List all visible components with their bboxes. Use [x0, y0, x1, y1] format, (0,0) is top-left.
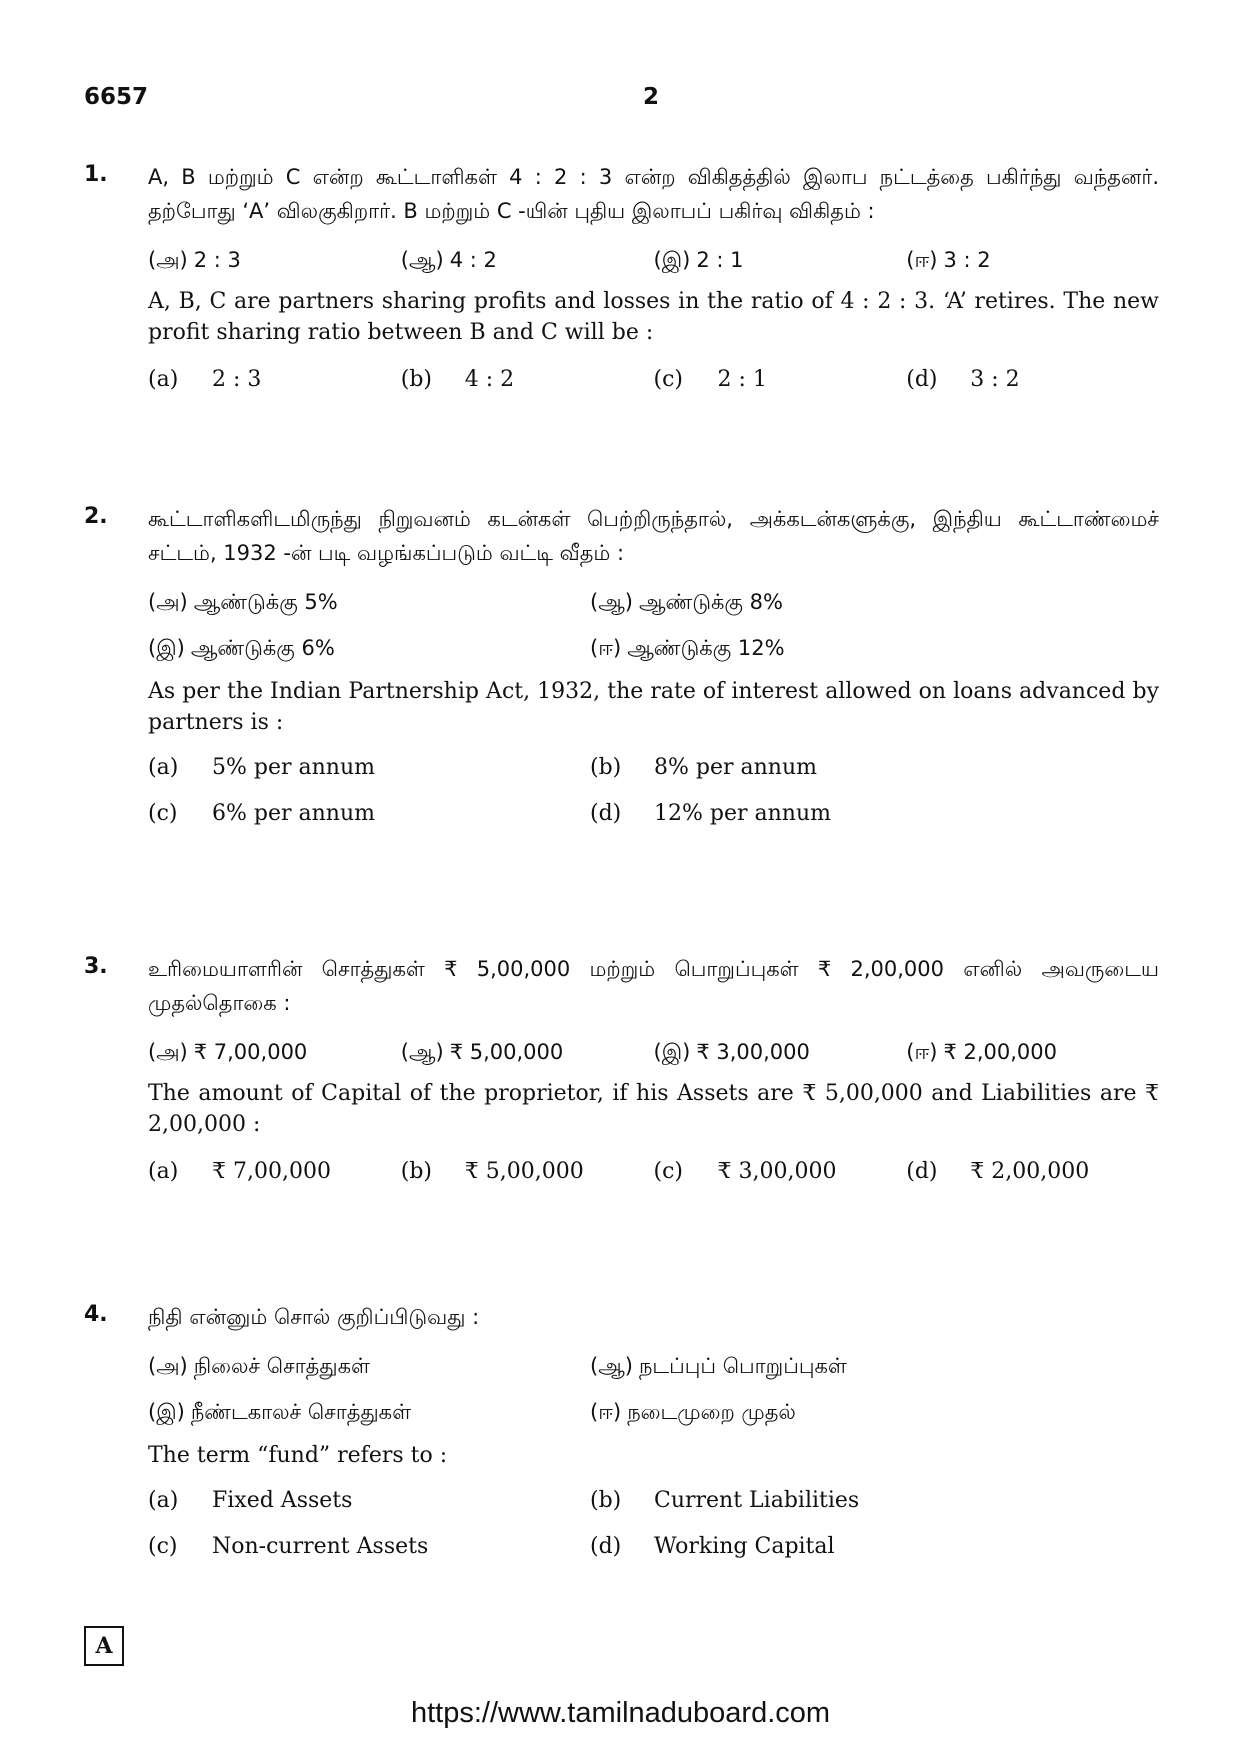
option-text: 4 : 2	[464, 367, 515, 392]
option-tamil	[590, 634, 1032, 662]
option-tamil	[401, 1038, 654, 1066]
option-text: 3 : 2	[970, 367, 1020, 392]
question-number: 3.	[84, 954, 108, 979]
option-text: நடைமுறை முதல்	[627, 1400, 796, 1424]
option-english	[654, 1158, 907, 1186]
option-text: நடப்புப் பொறுப்புகள்	[638, 1354, 847, 1378]
page-number: 2	[643, 84, 660, 110]
option-english	[654, 366, 907, 394]
option-text: 2 : 3	[193, 248, 241, 272]
option-label: (d)	[590, 1534, 622, 1559]
option-label: (b)	[400, 1159, 432, 1184]
question-text-tamil: நிதி என்னும் சொல் குறிப்பிடுவது :	[148, 1305, 480, 1329]
option-tamil	[590, 1352, 1032, 1380]
option-text: ஆண்டுக்கு 12%	[627, 636, 785, 660]
option-english	[148, 754, 590, 782]
option-label: (ஈ)	[590, 636, 622, 660]
option-tamil	[654, 1038, 907, 1066]
option-text: நிலைச் சொத்துகள்	[193, 1354, 370, 1378]
question-text-tamil: உரிமையாளரின் சொத்துகள் ₹ 5,00,000 மற்றும் பொறுப்புகள் ₹ 2,00,000 எனில் அவருடைய முதல்தொகை :	[148, 957, 1159, 1015]
options-english	[148, 366, 1159, 394]
option-label: (இ)	[653, 1040, 691, 1064]
option-label: (ஆ)	[590, 590, 633, 614]
options-english	[148, 754, 1159, 846]
option-english	[148, 1487, 590, 1515]
option-label: (இ)	[653, 248, 691, 272]
options-tamil	[148, 246, 1159, 274]
option-tamil	[148, 1352, 590, 1380]
question-number: 4.	[84, 1302, 108, 1327]
option-text: 8% per annum	[654, 755, 817, 780]
option-tamil	[148, 1038, 401, 1066]
options-tamil	[148, 1038, 1159, 1066]
question-number: 1.	[84, 162, 108, 187]
option-english	[906, 1158, 1159, 1186]
option-text: Current Liabilities	[654, 1488, 860, 1513]
option-text: Working Capital	[654, 1534, 835, 1559]
option-tamil	[148, 634, 590, 662]
option-text: ₹ 2,00,000	[970, 1159, 1090, 1184]
options-tamil	[148, 1352, 1159, 1444]
option-label: (ஆ)	[400, 248, 444, 272]
question-text-english: The term “fund” refers to :	[148, 1443, 448, 1468]
option-tamil	[148, 588, 590, 616]
option-text: 2 : 3	[212, 367, 262, 392]
option-label: (c)	[653, 367, 683, 392]
question-text-english: A, B, C are partners sharing profits and losses in the ratio of 4 : 2 : 3. ‘A’ retires. The new profit sharing ratio between B and C will be :	[148, 289, 1159, 345]
option-text: 3 : 2	[943, 248, 991, 272]
option-text: ₹ 3,00,000	[696, 1040, 810, 1064]
option-label: (ஆ)	[400, 1040, 444, 1064]
option-english	[401, 366, 654, 394]
option-text: ₹ 5,00,000	[464, 1159, 584, 1184]
option-label: (a)	[148, 1159, 179, 1184]
option-english	[401, 1158, 654, 1186]
paper-code: 6657	[84, 84, 149, 110]
option-english	[148, 1158, 401, 1186]
option-text: 2 : 1	[696, 248, 744, 272]
options-english	[148, 1158, 1159, 1186]
option-label: (b)	[590, 755, 622, 780]
option-text: ₹ 2,00,000	[943, 1040, 1058, 1064]
option-tamil	[654, 246, 907, 274]
option-text: ஆண்டுக்கு 8%	[638, 590, 783, 614]
option-text: 4 : 2	[449, 248, 497, 272]
option-label: (இ)	[148, 1400, 185, 1424]
option-text: நீண்டகாலச் சொத்துகள்	[190, 1400, 412, 1424]
option-label: (b)	[590, 1488, 622, 1513]
option-label: (அ)	[148, 1354, 188, 1378]
option-label: (b)	[400, 367, 432, 392]
footer-url: https://www.tamilnaduboard.com	[410, 1697, 831, 1729]
option-text: 6% per annum	[212, 801, 375, 826]
option-label: (ஈ)	[906, 248, 938, 272]
option-label: (c)	[653, 1159, 683, 1184]
option-text: ₹ 7,00,000	[212, 1159, 331, 1184]
question-number: 2.	[84, 504, 108, 529]
options-english	[148, 1487, 1159, 1579]
question-1	[84, 160, 1159, 394]
option-text: ₹ 3,00,000	[717, 1159, 837, 1184]
option-label: (இ)	[148, 636, 185, 660]
option-text: Fixed Assets	[212, 1488, 353, 1513]
option-tamil	[906, 246, 1159, 274]
option-label: (d)	[590, 801, 622, 826]
question-2	[84, 502, 1159, 846]
option-english	[590, 1533, 1032, 1561]
option-english	[590, 800, 1032, 828]
option-tamil	[148, 246, 401, 274]
option-text: 2 : 1	[717, 367, 767, 392]
option-label: (a)	[148, 1488, 179, 1513]
option-tamil	[148, 1398, 590, 1426]
option-text: 12% per annum	[654, 801, 831, 826]
option-label: (a)	[148, 755, 179, 780]
option-label: (அ)	[148, 248, 188, 272]
option-label: (அ)	[148, 590, 188, 614]
option-label: (c)	[148, 1534, 178, 1559]
option-english	[590, 754, 1032, 782]
question-text-english: The amount of Capital of the proprietor, if his Assets are ₹ 5,00,000 and Liabilities are ₹ 2,00,000 :	[148, 1081, 1159, 1137]
option-label: (d)	[906, 367, 938, 392]
question-text-tamil: A, B மற்றும் C என்ற கூட்டாளிகள் 4 : 2 : 3 என்ற விகிதத்தில் இலாப நட்டத்தை பகிர்ந்து வந்தனர். தற்போது ‘A’ விலகுகிறார். B மற்றும் C -யின் புதிய இலாபப் பகிர்வு விகிதம் :	[148, 165, 1159, 223]
option-label: (அ)	[148, 1040, 188, 1064]
question-text-tamil: கூட்டாளிகளிடமிருந்து நிறுவனம் கடன்கள் பெற்றிருந்தால், அக்கடன்களுக்கு, இந்திய கூட்டாண்மைச் சட்டம், 1932 -ன் படி வழங்கப்படும் வட்டி வீதம் :	[148, 507, 1159, 565]
option-label: (d)	[906, 1159, 938, 1184]
option-english	[148, 1533, 590, 1561]
option-text: ₹ 7,00,000	[193, 1040, 308, 1064]
question-3	[84, 952, 1159, 1186]
option-english	[906, 366, 1159, 394]
option-label: (ஈ)	[590, 1400, 622, 1424]
option-label: (a)	[148, 367, 179, 392]
option-text: 5% per annum	[212, 755, 375, 780]
option-label: (ஈ)	[906, 1040, 938, 1064]
option-tamil	[590, 1398, 1032, 1426]
options-tamil	[148, 588, 1159, 680]
option-english	[148, 800, 590, 828]
option-tamil	[906, 1038, 1159, 1066]
question-text-english: As per the Indian Partnership Act, 1932, the rate of interest allowed on loans advanced by partners is :	[148, 679, 1159, 735]
option-text: ஆண்டுக்கு 5%	[193, 590, 338, 614]
option-text: Non-current Assets	[212, 1534, 429, 1559]
option-label: (c)	[148, 801, 178, 826]
question-4	[84, 1300, 1159, 1579]
option-text: ₹ 5,00,000	[449, 1040, 564, 1064]
option-text: ஆண்டுக்கு 6%	[190, 636, 335, 660]
option-english	[148, 366, 401, 394]
option-english	[590, 1487, 1032, 1515]
option-tamil	[401, 246, 654, 274]
option-tamil	[590, 588, 1032, 616]
question-set-letter: A	[84, 1626, 124, 1666]
option-label: (ஆ)	[590, 1354, 633, 1378]
